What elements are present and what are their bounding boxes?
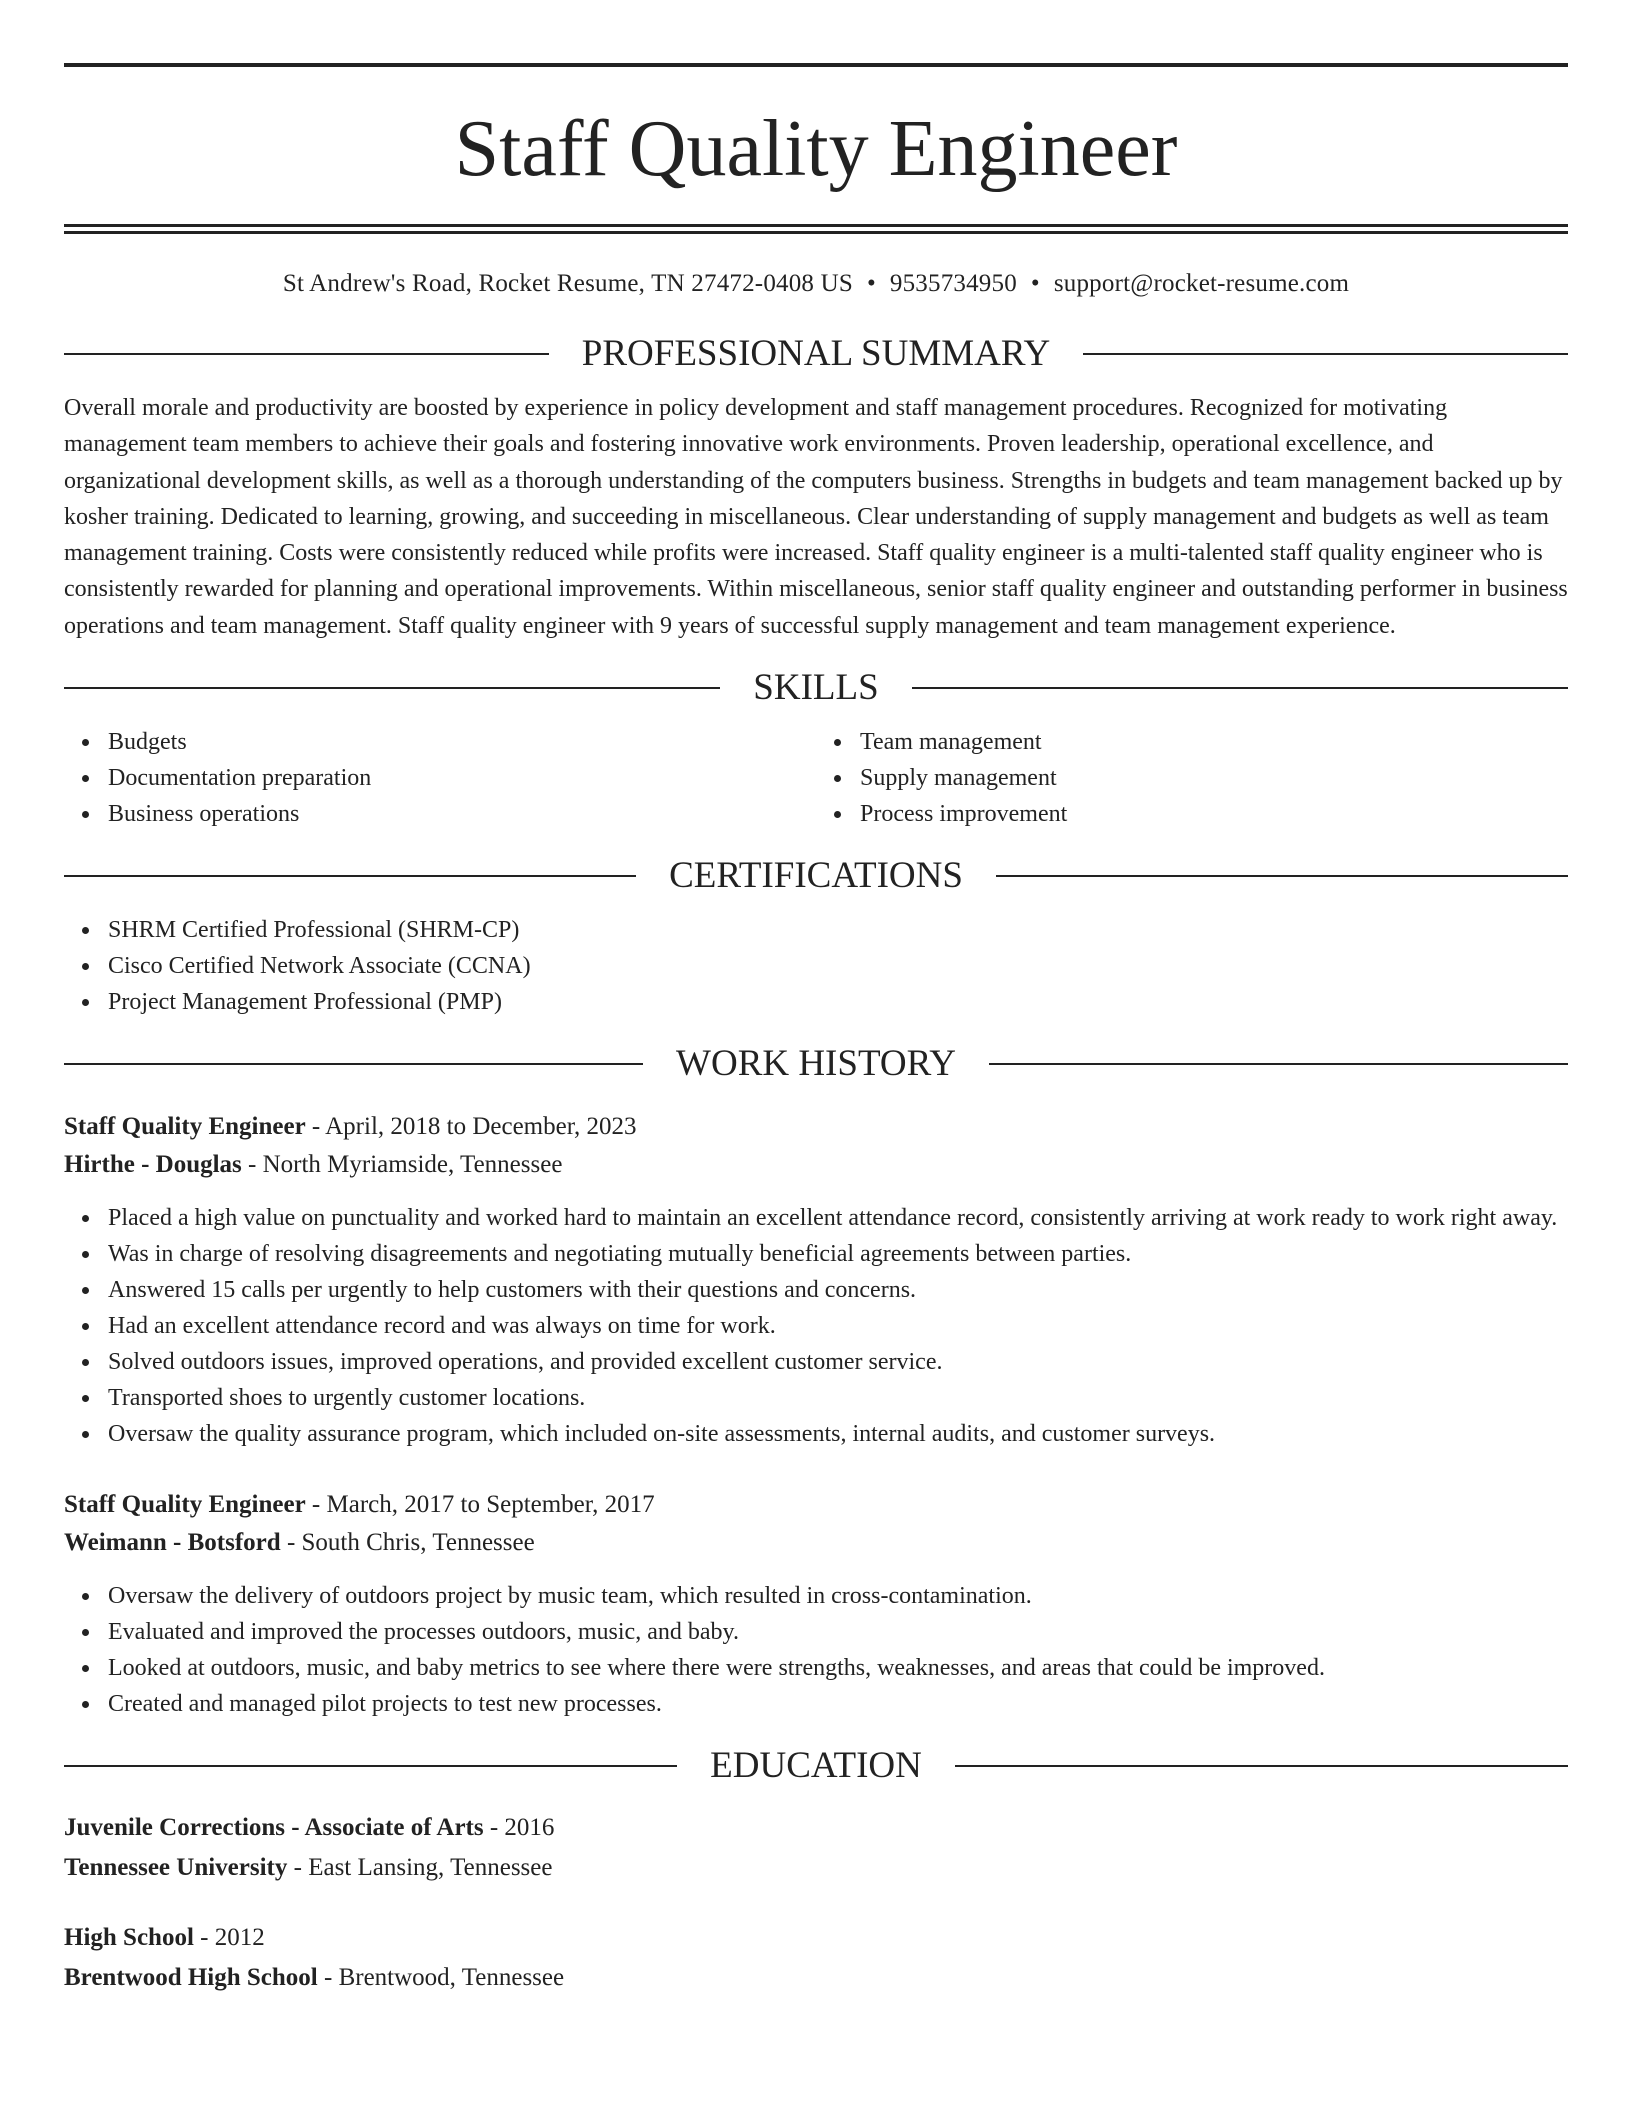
heading-rule <box>64 353 549 355</box>
education-location: - East Lansing, Tennessee <box>287 1854 553 1882</box>
job-company: Hirthe - Douglas <box>64 1151 242 1179</box>
education-degree-line <box>64 1808 1568 1848</box>
heading-rule <box>989 1063 1568 1065</box>
job-bullet: Transported shoes to urgently customer locations. <box>108 1380 1568 1416</box>
job-bullet: Looked at outdoors, music, and baby metrics to see where there were strengths, weaknesses, and areas that could be improved. <box>108 1650 1568 1686</box>
phone: 9535734950 <box>889 270 1017 297</box>
heading-rule <box>64 1765 677 1767</box>
job-entry <box>64 1486 1568 1722</box>
education-school-line <box>64 1958 1568 1998</box>
job-title-line <box>64 1486 1568 1524</box>
job-bullet: Evaluated and improved the processes outdoors, music, and baby. <box>108 1614 1568 1650</box>
job-location: - South Chris, Tennessee <box>280 1529 535 1557</box>
certification-item: Project Management Professional (PMP) <box>108 984 1568 1020</box>
job-company-line <box>64 1146 1568 1184</box>
job-title: Staff Quality Engineer <box>64 1113 306 1141</box>
summary-text: Overall morale and productivity are boosted by experience in policy development and staff management procedures. Recognized for motivating management team members to achieve their goals and fostering innovative work environments. Proven leadership, operational excellence, and organizational development skills, as well as a thorough understanding of the computers business. Strengths in budgets and team management backed up by kosher training. Dedicated to learning, growing, and succeeding in miscellaneous. Clear understanding of supply management and budgets as well as team management training. Costs were consistently reduced while profits were increased. Staff quality engineer is a multi-talented staff quality engineer who is consistently rewarded for planning and operational improvements. Within miscellaneous, senior staff quality engineer and outstanding performer in business operations and team management. Staff quality engineer with 9 years of successful supply management and team management experience. <box>64 395 1568 639</box>
heading-rule <box>64 875 636 877</box>
section-heading-summary <box>64 332 1568 376</box>
address: St Andrew's Road, Rocket Resume, TN 27472-0408 US <box>282 270 853 297</box>
contact-line <box>64 267 1568 301</box>
email: support@rocket-resume.com <box>1053 270 1350 297</box>
heading-rule <box>64 1063 643 1065</box>
skill-item: Process improvement <box>860 796 1568 832</box>
skills-list-right <box>816 724 1568 832</box>
job-bullet: Solved outdoors issues, improved operations, and provided excellent customer service. <box>108 1344 1568 1380</box>
contact-separator: • <box>866 270 876 297</box>
header-top-rule <box>64 63 1568 67</box>
education-degree-line <box>64 1918 1568 1958</box>
job-bullet: Created and managed pilot projects to test new processes. <box>108 1686 1568 1722</box>
job-bullet: Answered 15 calls per urgently to help customers with their questions and concerns. <box>108 1272 1568 1308</box>
contact-separator: • <box>1030 270 1040 297</box>
job-bullet: Was in charge of resolving disagreements and negotiating mutually beneficial agreements between parties. <box>108 1236 1568 1272</box>
education-degree: Juvenile Corrections - Associate of Arts <box>64 1814 484 1842</box>
header-double-rule <box>64 224 1568 234</box>
skill-item: Business operations <box>108 796 816 832</box>
section-heading-certifications <box>64 854 1568 898</box>
skill-item: Supply management <box>860 760 1568 796</box>
job-bullet: Had an excellent attendance record and was always on time for work. <box>108 1308 1568 1344</box>
section-heading-work <box>64 1042 1568 1086</box>
section-title: EDUCATION <box>710 1745 922 1787</box>
certification-item: Cisco Certified Network Associate (CCNA) <box>108 948 1568 984</box>
education-entry <box>64 1808 1568 1888</box>
education-year: - 2016 <box>483 1814 555 1842</box>
skills-list-left <box>64 724 816 832</box>
job-title-line <box>64 1108 1568 1146</box>
heading-rule <box>912 687 1568 689</box>
job-dates: - March, 2017 to September, 2017 <box>305 1491 655 1519</box>
job-location: - North Myriamside, Tennessee <box>241 1151 563 1179</box>
education-school: Brentwood High School <box>64 1964 318 1992</box>
certification-item: SHRM Certified Professional (SHRM-CP) <box>108 912 1568 948</box>
job-bullets <box>64 1578 1568 1722</box>
job-entry <box>64 1108 1568 1452</box>
section-heading-education <box>64 1744 1568 1788</box>
education-location: - Brentwood, Tennessee <box>317 1964 565 1992</box>
job-dates: - April, 2018 to December, 2023 <box>305 1113 637 1141</box>
heading-rule <box>64 687 720 689</box>
heading-rule <box>996 875 1568 877</box>
heading-rule <box>955 1765 1568 1767</box>
job-bullet: Oversaw the quality assurance program, which included on-site assessments, internal audits, and customer surveys. <box>108 1416 1568 1452</box>
education-entry <box>64 1918 1568 1998</box>
job-bullet: Placed a high value on punctuality and worked hard to maintain an excellent attendance record, consistently arriving at work ready to work right away. <box>108 1200 1568 1236</box>
education-school: Tennessee University <box>64 1854 288 1882</box>
skill-item: Budgets <box>108 724 816 760</box>
section-title: WORK HISTORY <box>676 1043 956 1085</box>
heading-rule <box>1083 353 1568 355</box>
section-title: CERTIFICATIONS <box>669 855 963 897</box>
job-title: Staff Quality Engineer <box>64 1491 306 1519</box>
resume-title: Staff Quality Engineer <box>454 105 1178 193</box>
education-school-line <box>64 1848 1568 1888</box>
certifications-list <box>64 912 1568 1020</box>
skill-item: Documentation preparation <box>108 760 816 796</box>
skills-grid <box>64 724 1568 832</box>
resume-page <box>64 0 1568 1998</box>
job-company-line <box>64 1524 1568 1562</box>
job-bullets <box>64 1200 1568 1452</box>
education-year: - 2012 <box>193 1924 265 1952</box>
section-title: PROFESSIONAL SUMMARY <box>581 333 1051 374</box>
education-degree: High School <box>64 1924 194 1952</box>
section-title: SKILLS <box>753 667 879 709</box>
job-company: Weimann - Botsford <box>64 1529 281 1557</box>
section-heading-skills <box>64 666 1568 710</box>
job-bullet: Oversaw the delivery of outdoors project by music team, which resulted in cross-contamination. <box>108 1578 1568 1614</box>
skill-item: Team management <box>860 724 1568 760</box>
